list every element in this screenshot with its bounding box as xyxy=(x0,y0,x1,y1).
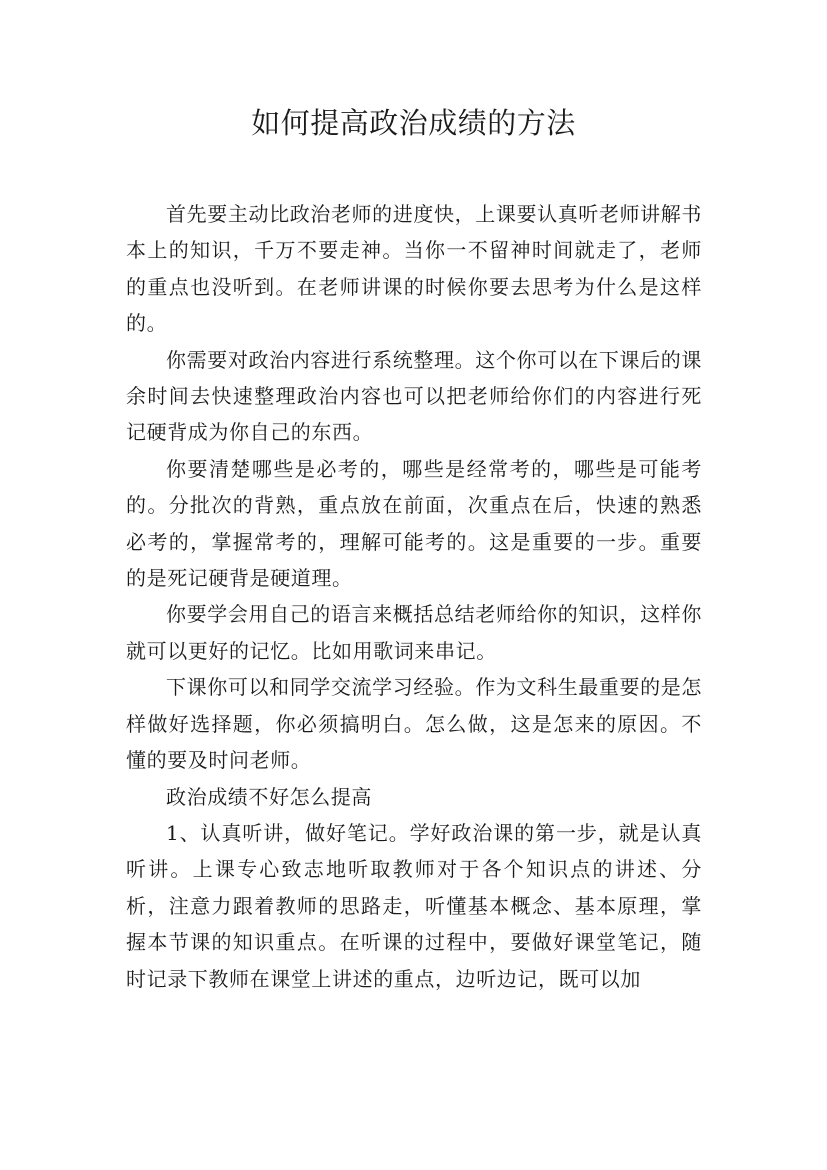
paragraph: 下课你可以和同学交流学习经验。作为文科生最重要的是怎样做好选择题，你必须搞明白。怎么做，这是怎来的原因。不懂的要及时问老师。 xyxy=(126,675,702,773)
paragraph: 1、认真听讲，做好笔记。学好政治课的第一步，就是认真听讲。上课专心致志地听取教师对于各个知识点的讲述、分析，注意力跟着教师的思路走，听懂基本概念、基本原理，掌握本节课的知识重点。在听课的过程中，要做好课堂笔记，随时记录下教师在课堂上讲述的重点，边听边记，既可以加 xyxy=(126,820,702,991)
paragraph: 你要学会用自己的语言来概括总结老师给你的知识，这样你就可以更好的记忆。比如用歌词来串记。 xyxy=(126,602,702,663)
paragraph: 你要清楚哪些是必考的，哪些是经常考的，哪些是可能考的。分批次的背熟，重点放在前面，次重点在后，快速的熟悉必考的，掌握常考的，理解可能考的。这是重要的一步。重要的是死记硬背是硬道理。 xyxy=(126,456,702,591)
section-heading: 政治成绩不好怎么提高 xyxy=(166,784,372,809)
paragraph: 你需要对政治内容进行系统整理。这个你可以在下课后的课余时间去快速整理政治内容也可以把老师给你们的内容进行死记硬背成为你自己的东西。 xyxy=(126,347,702,445)
document-title: 如何提高政治成绩的方法 xyxy=(251,106,576,140)
document-body xyxy=(126,196,702,997)
paragraph: 首先要主动比政治老师的进度快，上课要认真听老师讲解书本上的知识，千万不要走神。当你一不留神时间就走了，老师的重点也没听到。在老师讲课的时候你要去思考为什么是这样的。 xyxy=(126,202,702,336)
